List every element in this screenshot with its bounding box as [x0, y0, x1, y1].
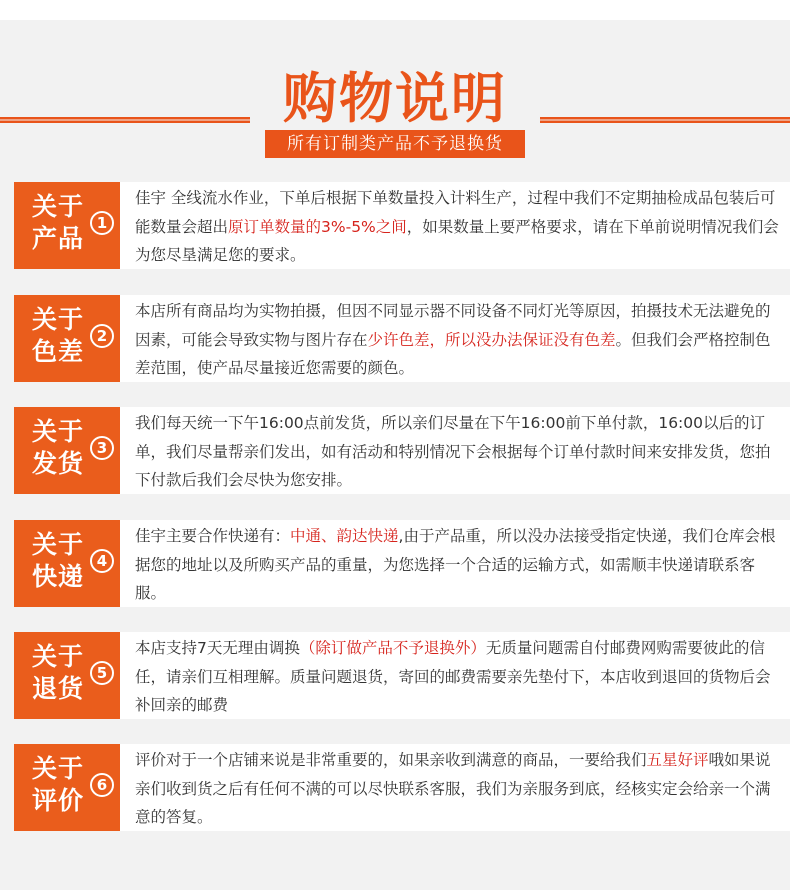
badge-prefix: 关于: [32, 642, 85, 671]
section-description: [120, 632, 790, 719]
badge-number: 6: [90, 773, 114, 797]
info-section: [14, 520, 790, 607]
header-line-left: [0, 117, 250, 123]
section-description: [120, 407, 790, 494]
highlight-text: （除订做产品不予退换外）: [299, 639, 486, 657]
header-line-right: [540, 117, 790, 123]
badge-number: 3: [90, 436, 114, 460]
highlight-text: 中通、韵达快递: [290, 527, 399, 545]
info-section: [14, 295, 790, 382]
description-text: 佳宇 全线流水作业，下单后根据下单数量投入计料生产，过程中我们不定期抽检成品包装后可能数量会超出: [135, 189, 776, 236]
badge-topic: 评价: [32, 786, 85, 815]
section-badge: [14, 182, 120, 269]
info-section: [14, 407, 790, 494]
badge-number: 4: [90, 549, 114, 573]
badge-topic: 发货: [32, 449, 85, 478]
section-description: [120, 295, 790, 382]
badge-prefix: 关于: [32, 305, 85, 334]
section-badge: [14, 744, 120, 831]
description-text: 本店所有商品均为实物拍摄，但因不同显示器不同设备不同灯光等原因，拍摄技术无法避免的因素，可能会导致实物与图片存在: [135, 302, 771, 349]
highlight-text: 少许色差，所以没办法保证没有色差: [367, 330, 616, 349]
badge-topic: 退货: [32, 674, 85, 703]
section-badge: [14, 295, 120, 382]
badge-prefix: 关于: [32, 754, 85, 783]
section-description: [120, 744, 790, 831]
section-badge: [14, 407, 120, 494]
description-text: 佳宇主要合作快递有：: [135, 527, 291, 545]
description-text: ,由于产品重，所以没办法接受指定快递，我们仓库会根据您的地址以及所购买产品的重量，为您选择一个合适的运输方式，如需顺丰快递请联系客服。: [135, 527, 776, 602]
badge-topic: 产品: [32, 224, 85, 253]
description-text: 本店支持7天无理由调换: [135, 639, 300, 657]
badge-number: 1: [90, 211, 114, 235]
description-text: 哦如果说亲们收到货之后有任何不满的可以尽快联系客服，我们为亲服务到底，经核实定会给亲一个满意的答复。: [135, 751, 771, 826]
description-text: 评价对于一个店铺来说是非常重要的，如果亲收到满意的商品，一要给我们: [135, 751, 647, 769]
description-text: ，如果数量上要严格要求，请在下单前说明情况我们会为您尽垦满足您的要求。: [135, 217, 779, 264]
highlight-text: 原订单数量的3%-5%之间: [228, 217, 407, 236]
badge-prefix: 关于: [32, 530, 85, 559]
badge-number: 5: [90, 661, 114, 685]
info-section: [14, 182, 790, 269]
header: [0, 20, 790, 170]
section-description: [120, 520, 790, 607]
badge-number: 2: [90, 324, 114, 348]
badge-prefix: 关于: [32, 192, 85, 221]
top-band: [0, 0, 790, 20]
description-text: 我们每天统一下午16:00点前发货，所以亲们尽量在下午16:00前下单付款，16:00以后的订单，我们尽量帮亲们发出，如有活动和特别情况下会根据每个订单付款时间来安排发货，您拍下付款后我们会尽快为您安排。: [135, 414, 771, 489]
badge-topic: 色差: [32, 337, 85, 366]
section-badge: [14, 632, 120, 719]
page-title: 购物说明: [283, 67, 507, 130]
section-badge: [14, 520, 120, 607]
info-section: [14, 632, 790, 719]
subtitle-banner: 所有订制类产品不予退换货: [265, 130, 525, 158]
info-section: [14, 744, 790, 831]
badge-topic: 快递: [32, 562, 85, 591]
description-text: 无质量问题需自付邮费网购需要彼此的信任，请亲们互相理解。质量问题退货，寄回的邮费需要亲先垫付下，本店收到退回的货物后会补回亲的邮费: [135, 639, 771, 714]
highlight-text: 五星好评: [646, 751, 709, 769]
description-text: 。但我们会严格控制色差范围，使产品尽量接近您需要的颜色。: [135, 330, 771, 377]
badge-prefix: 关于: [32, 417, 85, 446]
section-description: [120, 182, 790, 269]
